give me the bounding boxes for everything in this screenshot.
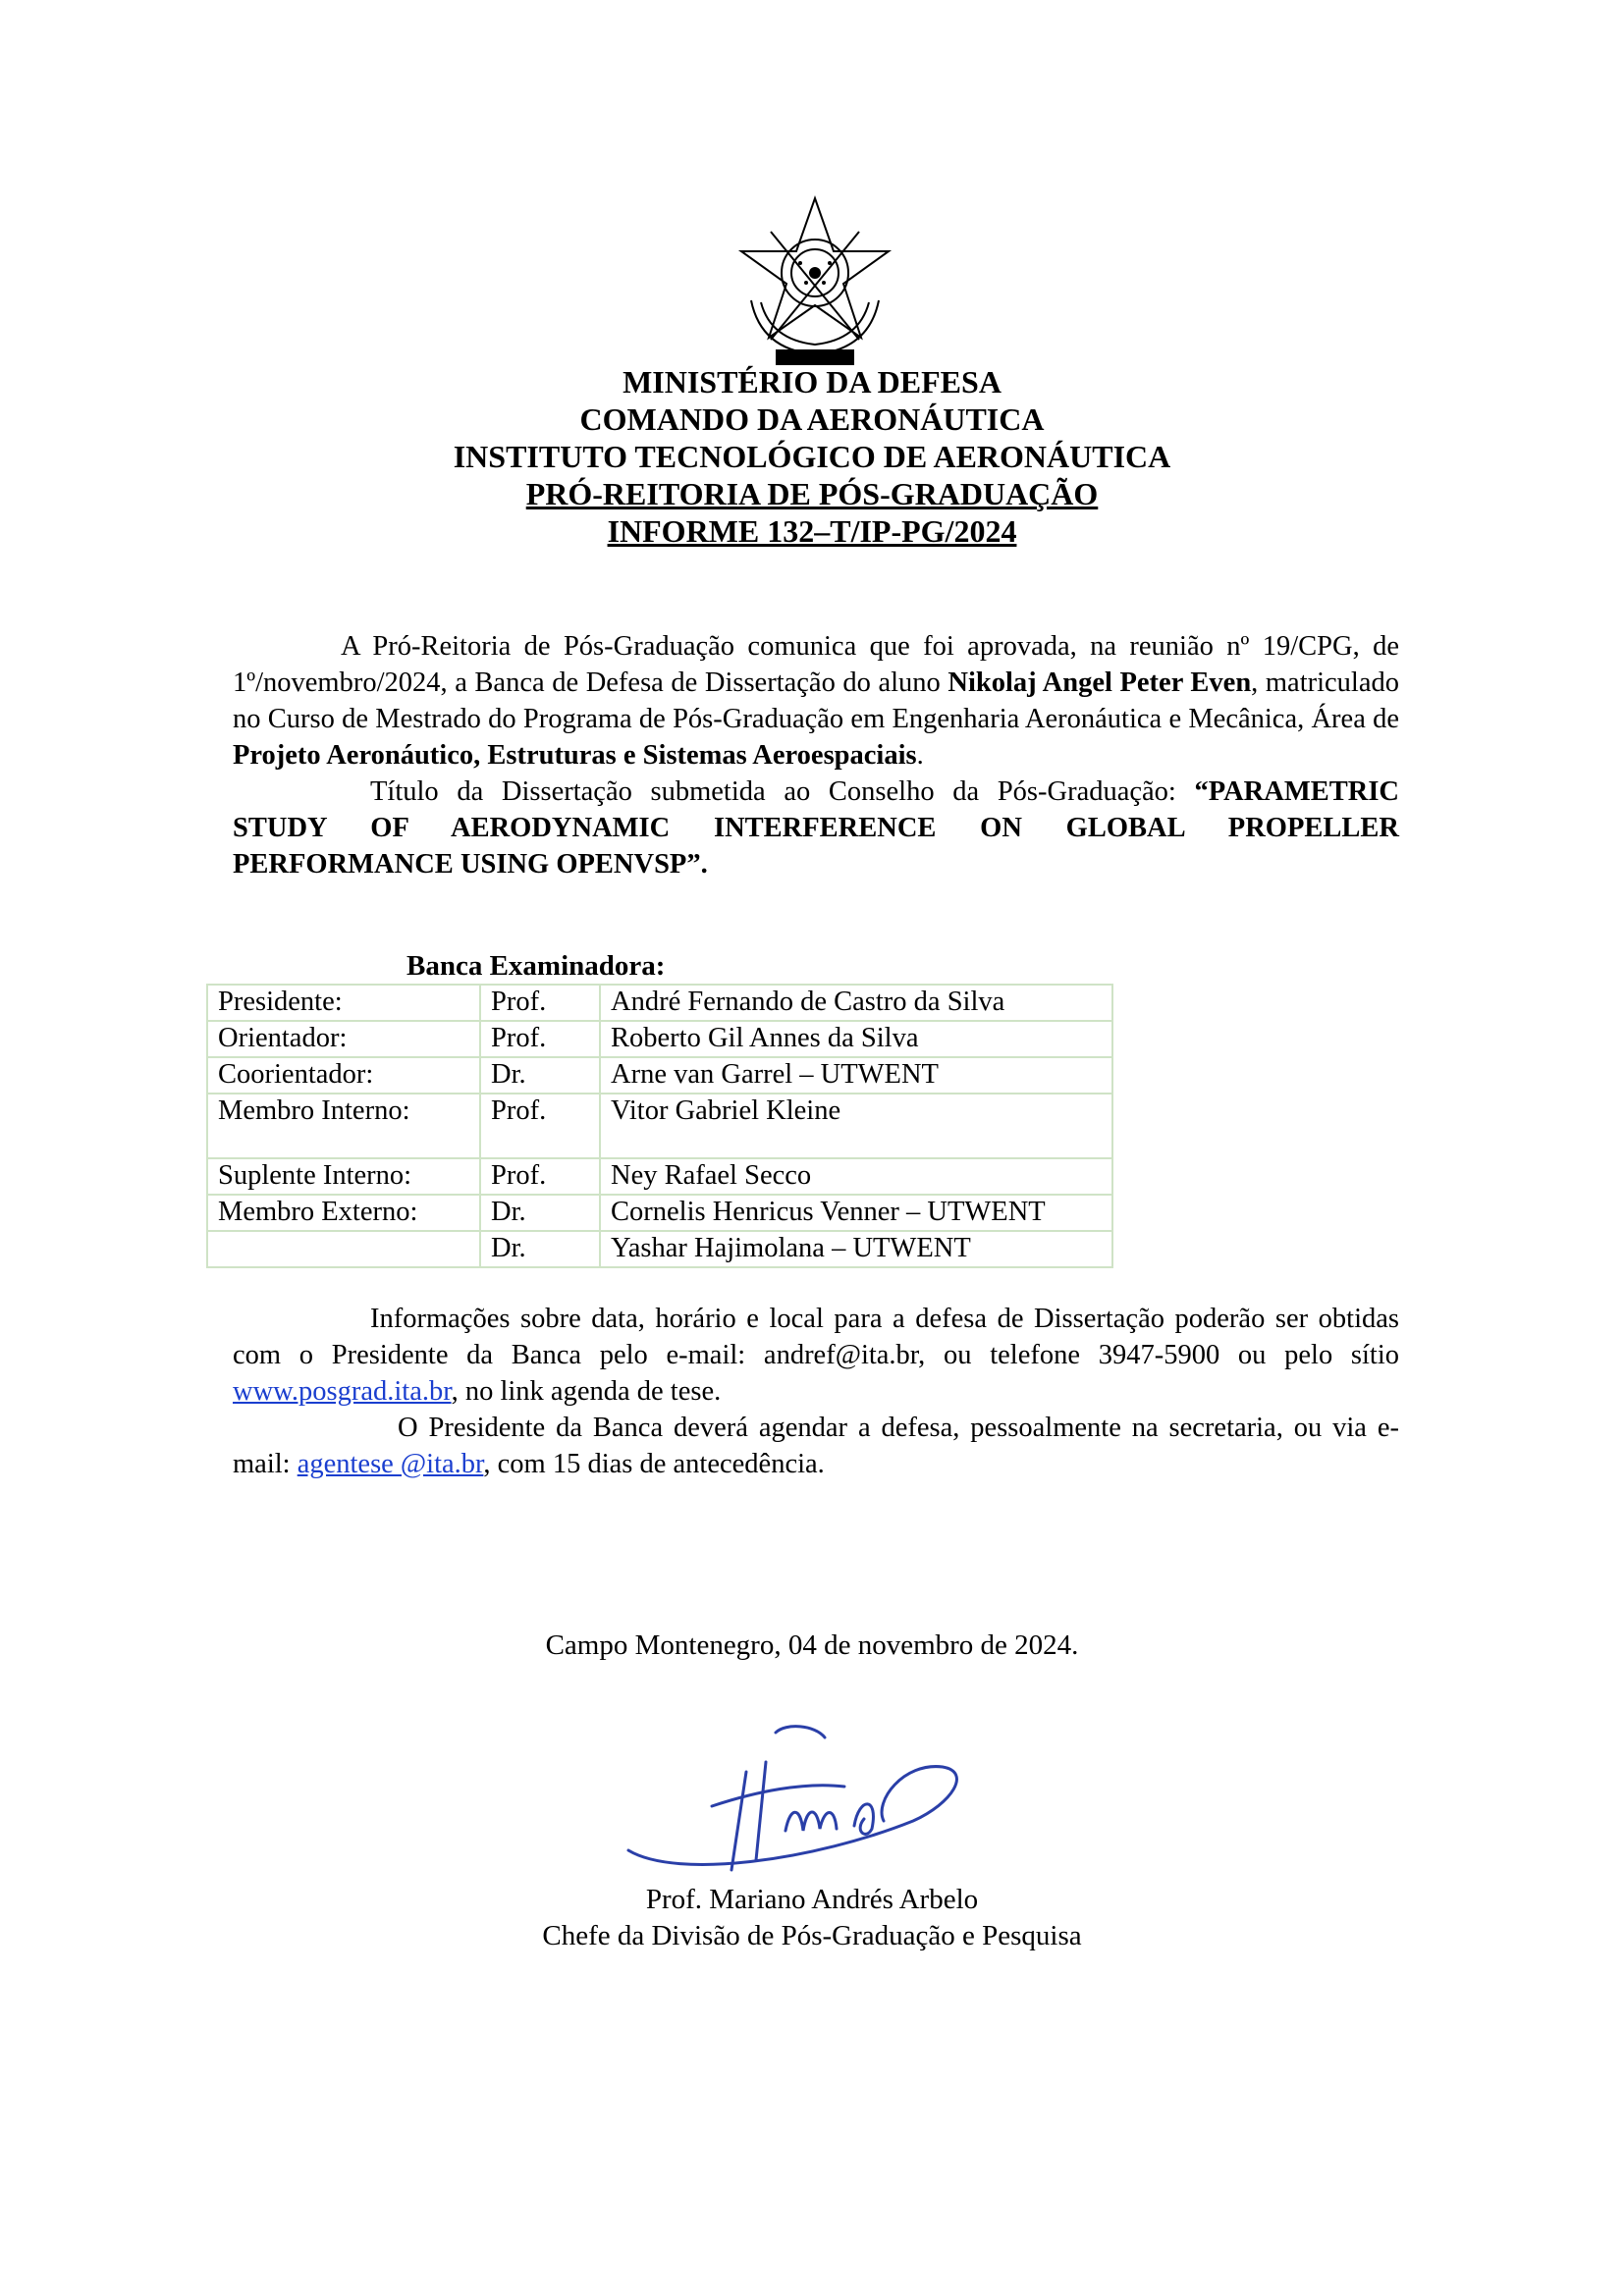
header-informe-number: INFORME 132–T/IP-PG/2024 xyxy=(607,513,1017,549)
table-row xyxy=(207,1057,1112,1094)
table-row xyxy=(207,985,1112,1021)
coat-of-arms-emblem xyxy=(731,192,898,369)
member-name: André Fernando de Castro da Silva xyxy=(600,985,1112,1021)
banca-heading: Banca Examinadora: xyxy=(406,950,666,982)
table-row xyxy=(207,1094,1112,1158)
intro-text-2: , a Banca de Defesa de Dissertação do aluno xyxy=(440,667,948,698)
member-name: Roberto Gil Annes da Silva xyxy=(600,1021,1112,1057)
member-name: Yashar Hajimolana – UTWENT xyxy=(600,1231,1112,1267)
member-title: Dr. xyxy=(480,1057,600,1094)
member-title: Dr. xyxy=(480,1195,600,1231)
header-command: COMANDO DA AERONÁUTICA xyxy=(579,401,1045,437)
intro-paragraph xyxy=(233,628,1399,882)
posgrad-link[interactable]: www.posgrad.ita.br xyxy=(233,1376,452,1407)
agentese-email-link[interactable]: agentese @ita.br xyxy=(297,1449,484,1479)
info-text-1: Informações sobre data, horário e local para a defesa de Dissertação poderão ser obtidas com o Presidente da Banca pelo e-mail: andref@ita.br, ou telefone 3947-5900 ou pelo sítio xyxy=(233,1304,1399,1370)
header-ministry: MINISTÉRIO DA DEFESA xyxy=(623,364,1001,400)
member-title: Prof. xyxy=(480,985,600,1021)
intro-text-4: . xyxy=(916,740,924,771)
info-text-3: O Presidente da Banca deverá agendar a defesa, pessoalmente na secretaria, ou via e-mail: xyxy=(233,1413,1399,1479)
dissertation-title-label: Título da Dissertação submetida ao Conselho da Pós-Graduação: xyxy=(370,776,1176,807)
table-row xyxy=(207,1158,1112,1195)
signer-position: Chefe da Divisão de Pós-Graduação e Pesquisa xyxy=(542,1920,1082,1951)
signature-block xyxy=(0,1882,1624,1954)
member-name: Arne van Garrel – UTWENT xyxy=(600,1057,1112,1094)
member-title: Dr. xyxy=(480,1231,600,1267)
signer-name: Prof. Mariano Andrés Arbelo xyxy=(645,1884,979,1915)
member-title: Prof. xyxy=(480,1021,600,1057)
member-title: Prof. xyxy=(480,1158,600,1195)
member-role: Presidente: xyxy=(207,985,480,1021)
member-role: Membro Externo: xyxy=(207,1195,480,1231)
member-name: Vitor Gabriel Kleine xyxy=(600,1094,1112,1158)
table-row xyxy=(207,1021,1112,1057)
intro-text-1: A Pró-Reitoria de Pós-Graduação comunica que foi aprovada, na reunião nº 19/CPG, de 1º/novembro/2024 xyxy=(233,631,1399,698)
member-title: Prof. xyxy=(480,1094,600,1158)
dissertation-title: “PARAMETRIC STUDY OF AERODYNAMIC INTERFERENCE ON GLOBAL PROPELLER PERFORMANCE USING OPENVSP”. xyxy=(233,776,1400,880)
student-name: Nikolaj Angel Peter Even xyxy=(947,667,1252,698)
city-date: Campo Montenegro, 04 de novembro de 2024. xyxy=(545,1629,1079,1661)
table-row xyxy=(207,1231,1112,1267)
member-role: Coorientador: xyxy=(207,1057,480,1094)
area-name: Projeto Aeronáutico, Estruturas e Sistemas Aeroespaciais xyxy=(233,740,917,771)
member-role: Orientador: xyxy=(207,1021,480,1057)
member-role xyxy=(207,1231,480,1267)
document-header xyxy=(0,363,1624,550)
table-row xyxy=(207,1195,1112,1231)
banca-table xyxy=(206,984,1113,1268)
info-text-4: , com 15 dias de antecedência. xyxy=(483,1449,825,1479)
intro-text-3: , matriculado no Curso de Mestrado do Programa de Pós-Graduação em Engenharia Aeronáutica e Mecânica, Área de xyxy=(233,667,1399,734)
member-role: Membro Interno: xyxy=(207,1094,480,1158)
member-name: Ney Rafael Secco xyxy=(600,1158,1112,1195)
member-name: Cornelis Henricus Venner – UTWENT xyxy=(600,1195,1112,1231)
info-paragraph xyxy=(233,1301,1399,1482)
header-pro-reitoria: PRÓ-REITORIA DE PÓS-GRADUAÇÃO xyxy=(525,476,1099,511)
info-text-2: , no link agenda de tese. xyxy=(451,1376,722,1407)
member-role: Suplente Interno: xyxy=(207,1158,480,1195)
handwritten-signature xyxy=(619,1713,982,1890)
header-institute: INSTITUTO TECNOLÓGICO DE AERONÁUTICA xyxy=(453,439,1171,474)
